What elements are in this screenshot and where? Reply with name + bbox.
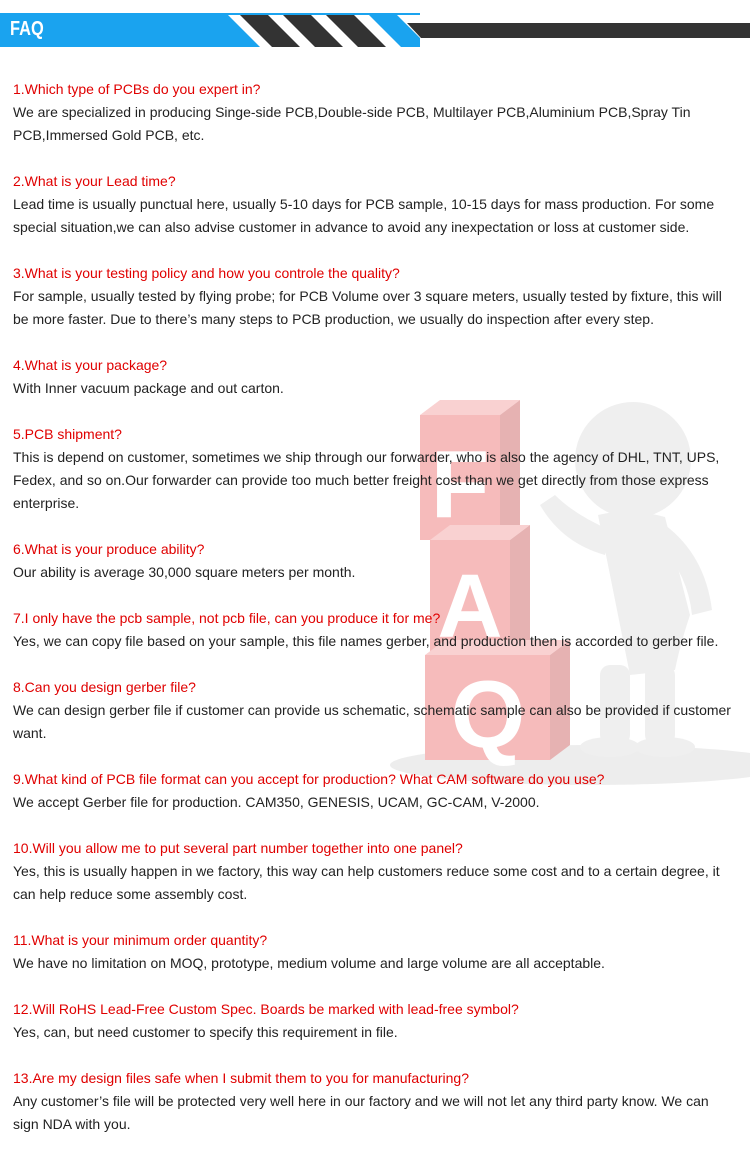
faq-answer: We have no limitation on MOQ, prototype, medium volume and large volume are all acceptable. bbox=[13, 955, 605, 971]
faq-item bbox=[13, 837, 738, 906]
faq-answer: Our ability is average 30,000 square meters per month. bbox=[13, 564, 356, 580]
faq-question: 6.What is your produce ability? bbox=[13, 541, 205, 557]
faq-item bbox=[13, 607, 738, 653]
faq-question: 3.What is your testing policy and how you controle the quality? bbox=[13, 265, 400, 281]
faq-question: 9.What kind of PCB file format can you accept for production? What CAM software do you use? bbox=[13, 771, 605, 787]
faq-answer: For sample, usually tested by flying probe; for PCB Volume over 3 square meters, usually tested by fixture, this will be more faster. Due to there’s many steps to PCB production, we usually do inspection after every step. bbox=[13, 288, 722, 327]
faq-question: 12.Will RoHS Lead-Free Custom Spec. Boards be marked with lead-free symbol? bbox=[13, 1001, 519, 1017]
faq-item bbox=[13, 78, 738, 147]
cube-letter-q: Q bbox=[450, 661, 526, 768]
faq-question: 10.Will you allow me to put several part number together into one panel? bbox=[13, 840, 463, 856]
faq-answer: Yes, we can copy file based on your sample, this file names gerber, and production then is accorded to gerber file. bbox=[13, 633, 719, 649]
faq-item bbox=[13, 929, 738, 975]
faq-item bbox=[13, 768, 738, 814]
faq-answer: With Inner vacuum package and out carton. bbox=[13, 380, 284, 396]
faq-item bbox=[13, 998, 738, 1044]
faq-answer: We can design gerber file if customer can provide us schematic, schematic sample can also be provided if customer want. bbox=[13, 702, 731, 741]
faq-item bbox=[13, 262, 738, 331]
page-title: FAQ bbox=[10, 18, 44, 40]
faq-answer: Any customer’s file will be protected very well here in our factory and we will not let any third party know. We can sign NDA with you. bbox=[13, 1093, 709, 1132]
faq-question: 7.I only have the pcb sample, not pcb file, can you produce it for me? bbox=[13, 610, 441, 626]
faq-question: 4.What is your package? bbox=[13, 357, 168, 373]
faq-answer: We are specialized in producing Singe-side PCB,Double-side PCB, Multilayer PCB,Aluminium PCB,Spray Tin PCB,Immersed Gold PCB, etc. bbox=[13, 104, 691, 143]
faq-list bbox=[13, 78, 738, 1159]
faq-question: 1.Which type of PCBs do you expert in? bbox=[13, 81, 261, 97]
faq-item bbox=[13, 423, 738, 515]
faq-answer: Lead time is usually punctual here, usually 5-10 days for PCB sample, 10-15 days for mass production. For some special situation,we can also advise customer in advance to avoid any inexpectation or loss at customer side. bbox=[13, 196, 715, 235]
faq-item bbox=[13, 538, 738, 584]
faq-item bbox=[13, 676, 738, 745]
faq-answer: Yes, can, but need customer to specify this requirement in file. bbox=[13, 1024, 398, 1040]
faq-header-banner bbox=[0, 0, 750, 48]
cube-letter-f: F bbox=[430, 431, 490, 538]
faq-item bbox=[13, 354, 738, 400]
faq-question: 13.Are my design files safe when I submit them to you for manufacturing? bbox=[13, 1070, 470, 1086]
faq-answer: We accept Gerber file for production. CAM350, GENESIS, UCAM, GC-CAM, V-2000. bbox=[13, 794, 540, 810]
banner-graphic bbox=[0, 0, 750, 48]
faq-answer: Yes, this is usually happen in we factory, this way can help customers reduce some cost and to a certain degree, it can help reduce some assembly cost. bbox=[13, 863, 720, 902]
faq-question: 2.What is your Lead time? bbox=[13, 173, 176, 189]
faq-question: 5.PCB shipment? bbox=[13, 426, 122, 442]
faq-question: 8.Can you design gerber file? bbox=[13, 679, 196, 695]
faq-item bbox=[13, 1067, 738, 1136]
faq-question: 11.What is your minimum order quantity? bbox=[13, 932, 268, 948]
faq-item bbox=[13, 170, 738, 239]
cube-letter-a: A bbox=[437, 557, 503, 657]
faq-answer: This is depend on customer, sometimes we ship through our forwarder, who is also the agency of DHL, TNT, UPS, Fedex, and so on.Our forwarder can provide too much better freight cost than we get directly from those express enterprise. bbox=[13, 449, 720, 511]
